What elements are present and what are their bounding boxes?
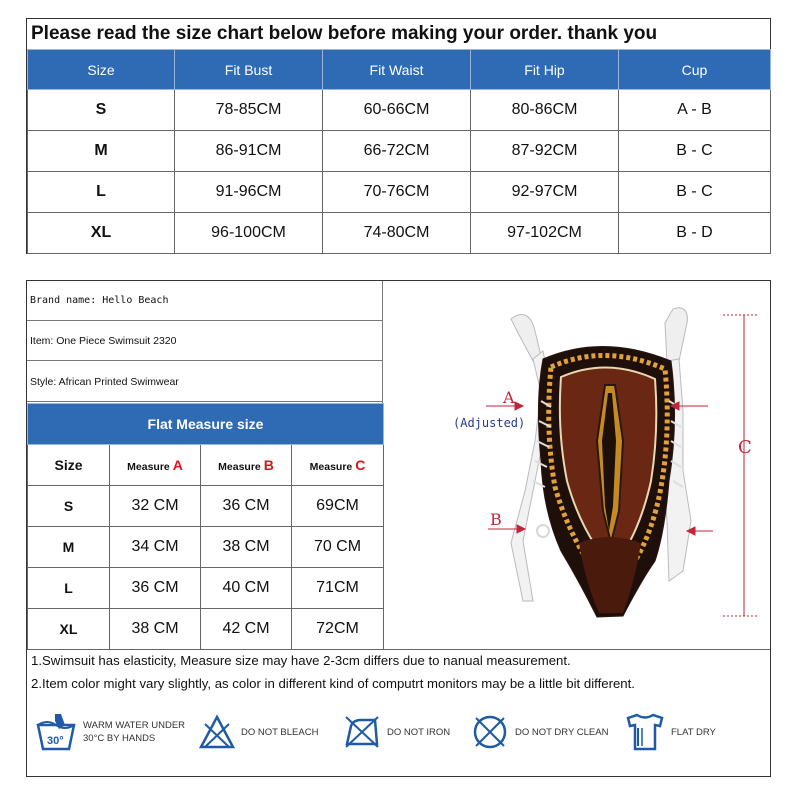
label-c: C [738,437,752,458]
left-strap [511,315,541,361]
care-flat-dry [625,707,716,757]
item-label: Item: One Piece Swimsuit 2320 [27,321,383,361]
measure-letter-c: C [355,457,366,473]
fit-bust-cell: 86-91CM [175,131,323,172]
swimsuit-illustration [383,281,770,649]
measure-b-cell: 38 CM [201,527,292,568]
no-dry-clean-icon [471,713,509,751]
table-row [28,172,771,213]
cup-cell: B - C [619,172,771,213]
label-a: A [503,388,515,407]
flat-dry-icon [625,712,665,752]
no-iron-label: DO NOT IRON [387,726,451,738]
ring-tie [537,525,549,537]
column-header-measure-a [110,445,201,486]
swimsuit-diagram [383,281,770,649]
column-header-fit-bust: Fit Bust [175,50,323,90]
size-cell: M [28,131,175,172]
measure-a-cell: 36 CM [110,568,201,609]
table-row [28,527,384,568]
hand-wash-icon [35,711,77,753]
hand-wash-label [83,719,185,745]
column-header-measure-c [292,445,384,486]
care-no-iron [343,707,450,757]
care-hand-wash [35,707,185,757]
fit-hip-cell: 80-86CM [471,90,619,131]
style-label: Style: African Printed Swimwear [27,362,383,402]
fit-waist-cell: 70-76CM [323,172,471,213]
fit-hip-cell: 97-102CM [471,213,619,254]
measure-letter-b: B [263,457,274,473]
size-cell: XL [28,609,110,650]
measure-b-cell: 42 CM [201,609,292,650]
wash-temp-label: 30° [47,735,64,747]
flat-dry-label: FLAT DRY [671,726,716,738]
cup-cell: A - B [619,90,771,131]
fit-waist-cell: 60-66CM [323,90,471,131]
size-chart-header-row [28,50,771,90]
no-bleach-icon [199,714,235,750]
measure-prefix: Measure [127,461,170,473]
table-row [28,90,771,131]
note-elasticity: 1.Swimsuit has elasticity, Measure size may have 2-3cm differs due to nanual measurement. [31,653,571,668]
size-cell: L [28,568,110,609]
label-b: B [490,510,502,529]
measure-a-cell: 32 CM [110,486,201,527]
size-cell: S [28,486,110,527]
column-header-measure-b [201,445,292,486]
size-cell: L [28,172,175,213]
product-detail-panel [26,280,771,777]
measure-b-cell: 40 CM [201,568,292,609]
column-header-fit-waist: Fit Waist [323,50,471,90]
size-cell: M [28,527,110,568]
measure-a-cell: 34 CM [110,527,201,568]
measure-prefix: Measure [309,461,353,473]
no-dry-clean-label: DO NOT DRY CLEAN [515,726,609,738]
fit-hip-cell: 92-97CM [471,172,619,213]
lower-panel [579,537,641,613]
no-bleach-label: DO NOT BLEACH [241,726,319,738]
table-row [28,486,384,527]
note-color: 2.Item color might vary slightly, as color in different kind of computrt monitors may be a little bit different. [31,676,635,691]
table-row [28,609,384,650]
measure-c-cell: 72CM [292,609,384,650]
right-strap [665,308,687,363]
measure-c-cell: 70 CM [292,527,384,568]
divider [27,649,770,650]
care-no-dry-clean [471,707,608,757]
fit-bust-cell: 91-96CM [175,172,323,213]
measure-b-cell: 36 CM [201,486,292,527]
measure-c-cell: 69CM [292,486,384,527]
flat-measure-title: Flat Measure size [28,404,384,445]
size-chart-title: Please read the size chart below before making your order. thank you [31,23,658,44]
fit-bust-cell: 78-85CM [175,90,323,131]
flat-measure-table [27,403,384,650]
measure-c-cell: 71CM [292,568,384,609]
size-chart [26,18,771,254]
cup-cell: B - C [619,131,771,172]
flat-measure-title-row [28,404,384,445]
column-header-size: Size [28,50,175,90]
hand-wash-line1: WARM WATER UNDER [83,720,186,731]
flat-measure-header-row [28,445,384,486]
table-row [28,568,384,609]
column-header-size: Size [28,445,110,486]
brand-name-label: Brand name: Hello Beach [27,281,383,321]
care-no-bleach [199,707,318,757]
column-header-fit-hip: Fit Hip [471,50,619,90]
fit-waist-cell: 74-80CM [323,213,471,254]
measure-prefix: Measure [218,461,261,473]
cup-cell: B - D [619,213,771,254]
fit-bust-cell: 96-100CM [175,213,323,254]
size-cell: XL [28,213,175,254]
label-adjusted: (Adjusted) [453,416,526,430]
column-header-cup: Cup [619,50,771,90]
measure-letter-a: A [172,457,183,473]
hand-wash-line2: 30°C BY HANDS [83,733,156,744]
size-chart-table [27,49,771,254]
fit-hip-cell: 87-92CM [471,131,619,172]
no-iron-icon [343,714,381,750]
table-row [28,131,771,172]
table-row [28,213,771,254]
measure-a-cell: 38 CM [110,609,201,650]
size-cell: S [28,90,175,131]
fit-waist-cell: 66-72CM [323,131,471,172]
